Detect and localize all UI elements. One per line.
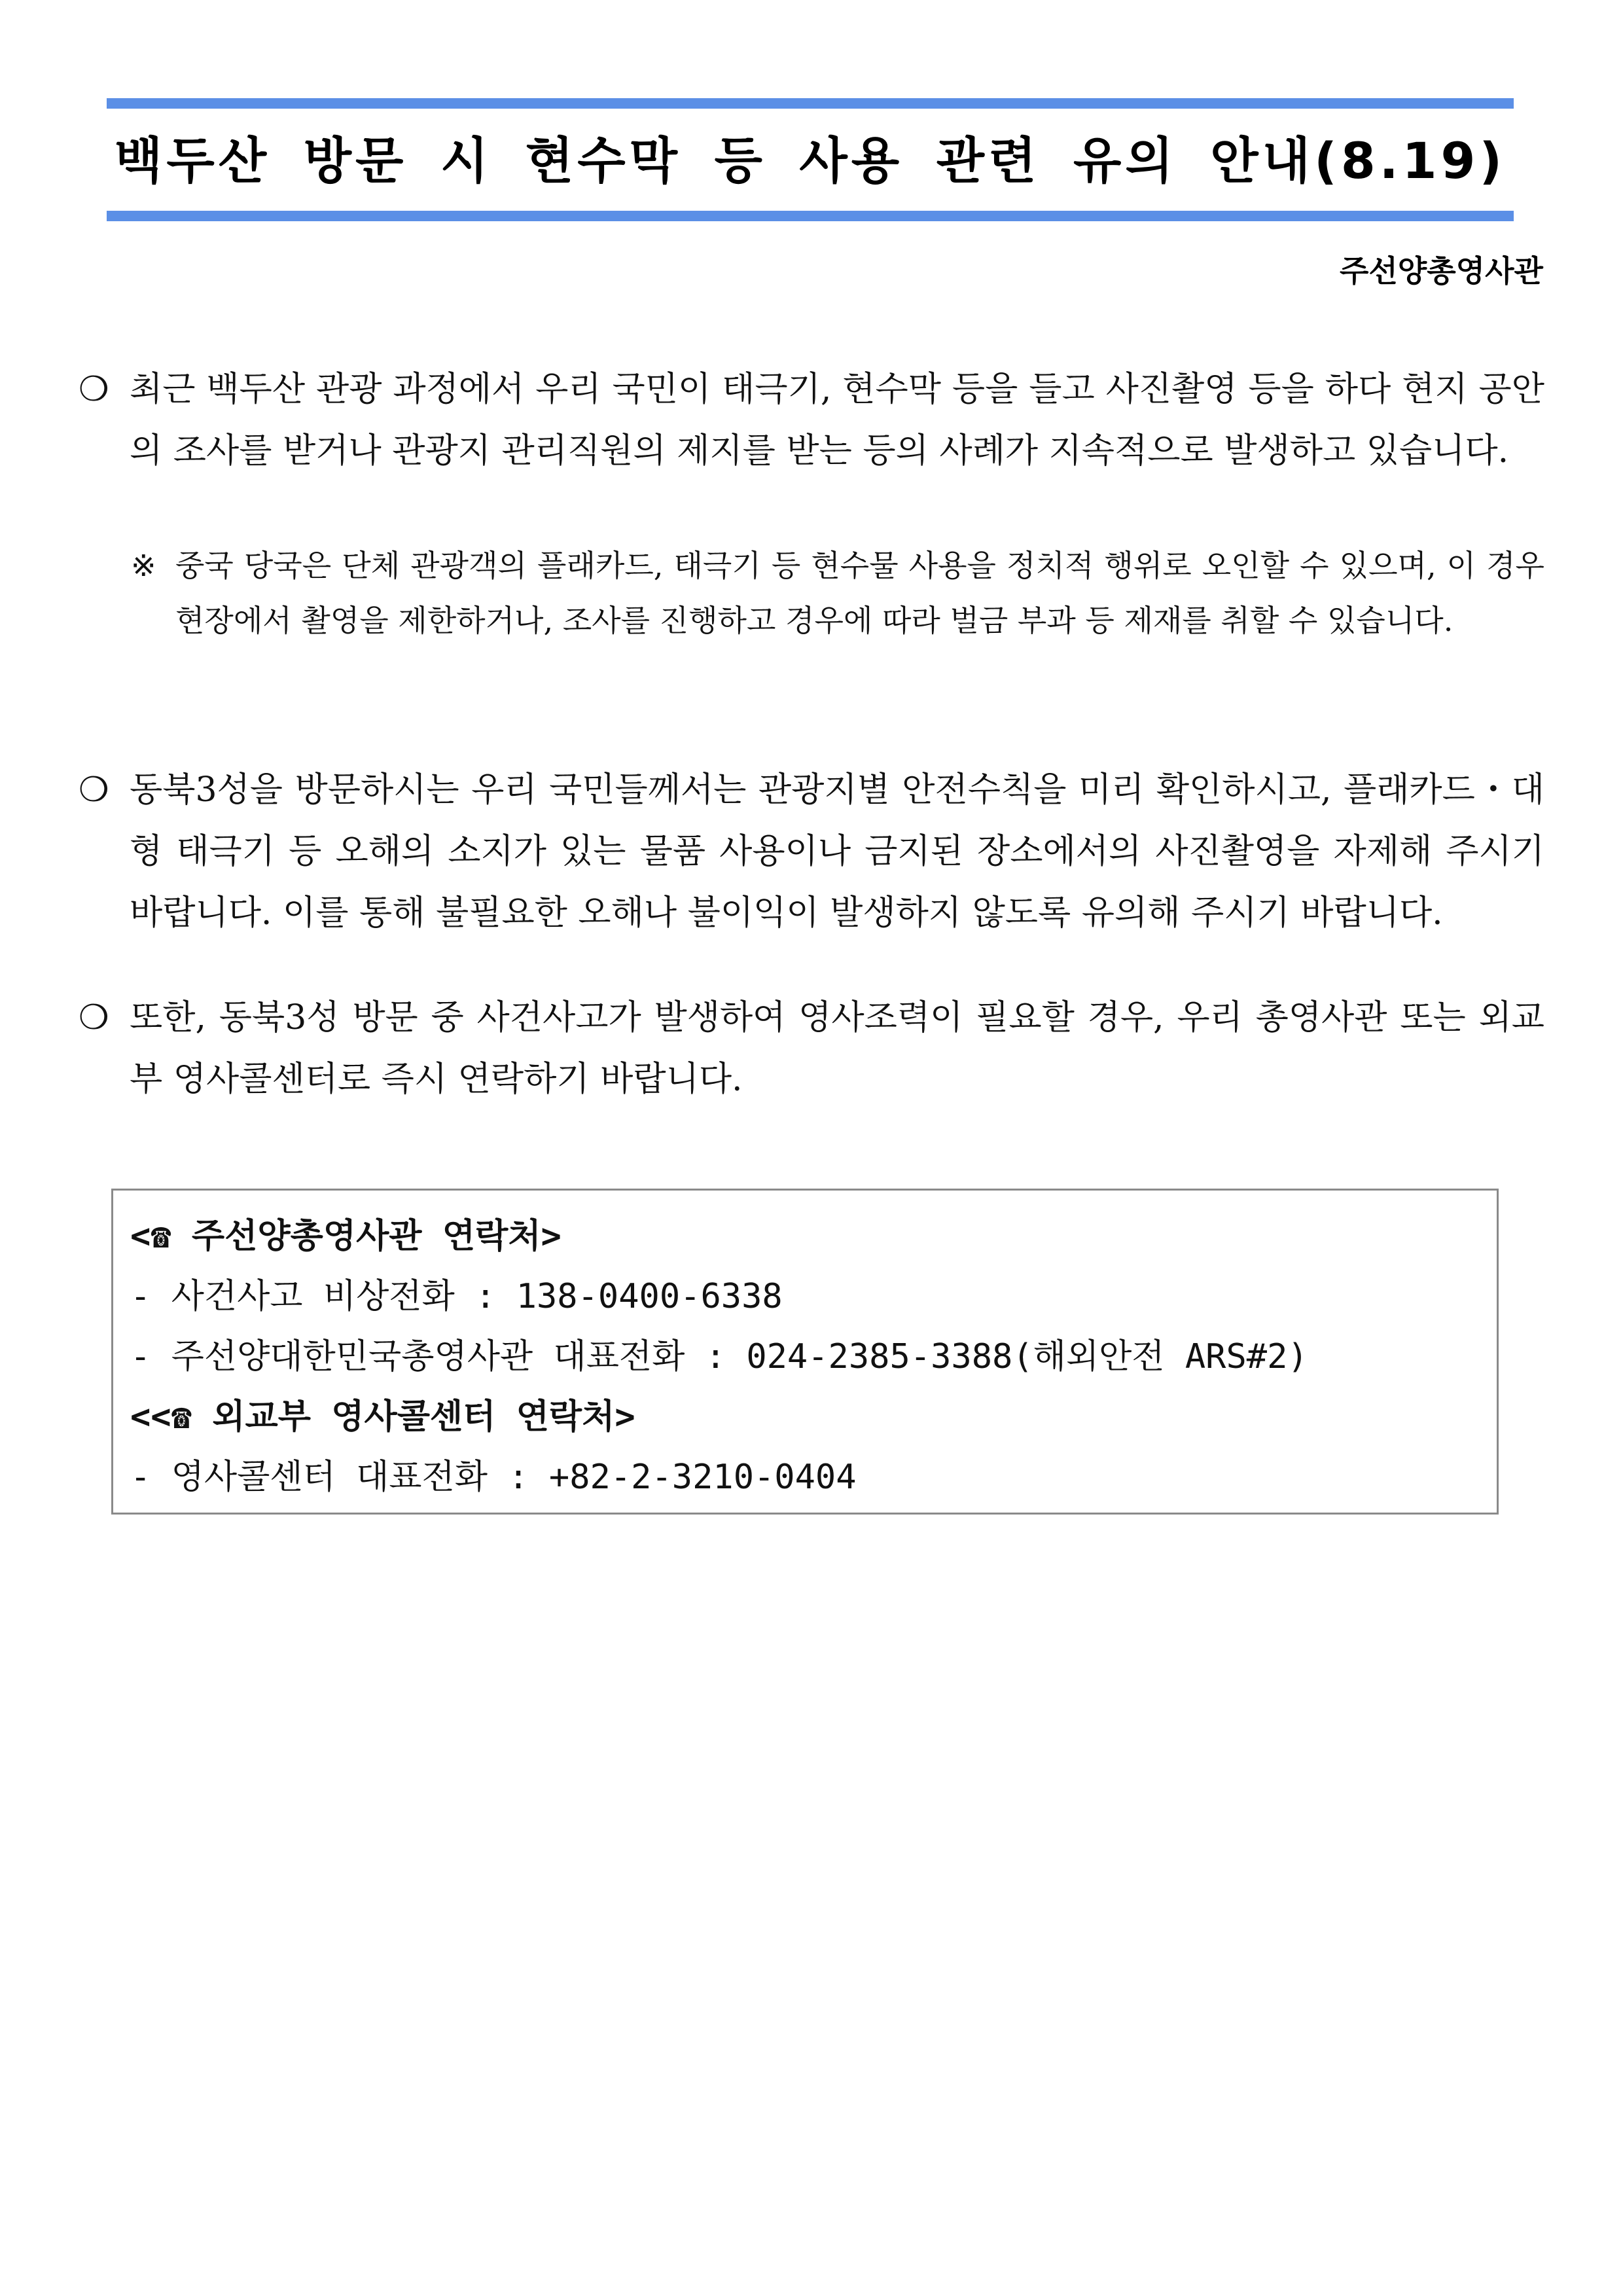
- reference-mark-icon: ※: [131, 548, 156, 583]
- bullet-icon: ❍: [79, 770, 109, 810]
- paragraph-1-text: 최근 백두산 관광 과정에서 우리 국민이 태극기, 현수막 등을 들고 사진촬영 등을 하다 현지 공안의 조사를 받거나 관광지 관리직원의 제지를 받는 등의 사례가 지속적으로 발생하고 있습니다.: [130, 370, 1544, 471]
- title-top-rule: [107, 98, 1514, 109]
- consulate-contact-heading: <☎ 주선양총영사관 연락처>: [130, 1217, 562, 1256]
- paragraph-1: [79, 359, 1544, 482]
- bullet-icon: ❍: [79, 998, 109, 1037]
- contact-box: [111, 1189, 1499, 1515]
- call-center-phone-line: - 영사콜센터 대표전화 : +82-2-3210-0404: [130, 1458, 857, 1497]
- paragraph-1-note-text: 중국 당국은 단체 관광객의 플래카드, 태극기 등 현수물 사용을 정치적 행위로 오인할 수 있으며, 이 경우 현장에서 촬영을 제한하거나, 조사를 진행하고 경우에 따라 벌금 부과 등 제재를 취할 수 있습니다.: [175, 548, 1544, 638]
- bullet-icon: ❍: [79, 370, 109, 409]
- mofa-contact-heading: <<☎ 외교부 영사콜센터 연락처>: [130, 1397, 635, 1437]
- paragraph-2: [79, 759, 1544, 944]
- paragraph-1-note: [131, 538, 1544, 648]
- consulate-main-phone-line: - 주선양대한민국총영사관 대표전화 : 024-2385-3388(해외안전 ARS#2): [130, 1337, 1308, 1376]
- issuer-name: 주선양총영사관: [1339, 253, 1543, 289]
- page-title: 백두산 방문 시 현수막 등 사용 관련 유의 안내(8.19): [114, 132, 1507, 190]
- emergency-phone-line: - 사건사고 비상전화 : 138-0400-6338: [130, 1277, 783, 1316]
- paragraph-2-text: 동북3성을 방문하시는 우리 국민들께서는 관광지별 안전수칙을 미리 확인하시고, 플래카드・대형 태극기 등 오해의 소지가 있는 물품 사용이나 금지된 장소에서의 사진촬영을 자제해 주시기 바랍니다. 이를 통해 불필요한 오해나 불이익이 발생하지 않도록 유의해 주시기 바랍니다.: [130, 770, 1544, 933]
- paragraph-3-text: 또한, 동북3성 방문 중 사건사고가 발생하여 영사조력이 필요할 경우, 우리 총영사관 또는 외교부 영사콜센터로 즉시 연락하기 바랍니다.: [130, 998, 1544, 1099]
- title-bottom-rule: [107, 211, 1514, 221]
- paragraph-3: [79, 987, 1544, 1110]
